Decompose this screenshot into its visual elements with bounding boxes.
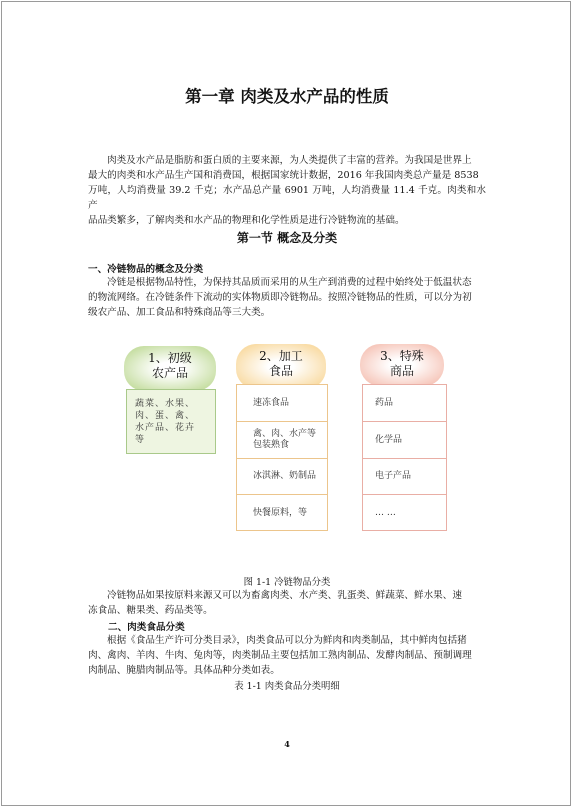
paragraph-line: 冻食品、糖果类、药品类等。 xyxy=(88,605,213,616)
paragraph-line: 冷链物品如果按原料来源又可以为畜禽肉类、水产类、乳蛋类、鲜蔬菜、鲜水果、速 xyxy=(107,590,462,601)
paragraph-line: 根据《食品生产许可分类目录》，肉类食品可以分为鲜肉和肉类制品，其中鲜肉包括猪 xyxy=(107,635,467,646)
intro-paragraph xyxy=(88,153,486,228)
category-title-line: 1、初级 xyxy=(148,351,192,365)
intro-line: 品品类繁多，了解肉类和水产品的物理和化学性质是进行冷链物流的基础。 xyxy=(88,215,405,226)
intro-line: 最大的肉类和水产品生产国和消费国，根据国家统计数据，2016 年我国肉类总产量是 8538 xyxy=(88,170,479,181)
category-item: 快餐原料，等 xyxy=(253,507,308,518)
category-processed-food-header xyxy=(236,344,326,389)
paragraph-line: 冷链是根据物品特性，为保持其品质而采用的从生产到消费的过程中始终处于低温状态 xyxy=(107,277,472,288)
category-items-text: 蔬菜、水果、 肉、蛋、禽、 水产品、花卉 等 xyxy=(135,399,196,445)
heading-meat-classification: 二、肉类食品分类 xyxy=(108,622,185,633)
category-title-line: 2、加工 xyxy=(259,349,303,363)
category-item: 冰淇淋、奶制品 xyxy=(237,459,327,495)
intro-line: 肉类及水产品是脂肪和蛋白质的主要来源，为人类提供了丰富的营养。为我国是世界上 xyxy=(107,155,472,166)
category-item: 速冻食品 xyxy=(237,385,327,422)
category-item: 电子产品 xyxy=(363,459,446,495)
category-item: 化学品 xyxy=(363,422,446,459)
category-special-goods-header xyxy=(360,344,444,386)
cold-chain-paragraph xyxy=(88,275,486,320)
heading-cold-chain: 一、冷链物品的概念及分类 xyxy=(88,264,204,275)
paragraph-line: 肉、禽肉、羊肉、牛肉、兔肉等，肉类制品主要包括加工熟肉制品、发酵肉制品、预制调理 xyxy=(88,650,472,661)
category-processed-food-box xyxy=(236,384,328,531)
page-number: 4 xyxy=(284,739,290,749)
category-primary-agri-header xyxy=(124,346,216,391)
paragraph-line: 的物流网络。在冷链条件下流动的实体物质即冷链物品。按照冷链物品的性质，可以分为初 xyxy=(88,292,472,303)
chapter-title: 第一章 肉类及水产品的性质 xyxy=(185,87,389,106)
meat-paragraph xyxy=(88,633,486,678)
category-title-line: 商品 xyxy=(389,364,414,378)
category-item: 禽、肉、水产等包装熟食 xyxy=(237,422,327,459)
category-item: … … xyxy=(375,507,396,518)
category-title-line: 农产品 xyxy=(151,366,188,380)
intro-line: 万吨，人均消费量 39.2 千克；水产品总产量 6901 万吨，人均消费量 11.4 千克。肉类和水产 xyxy=(88,185,486,211)
table-caption: 表 1-1 肉类食品分类明细 xyxy=(234,681,340,692)
figure-caption: 图 1-1 冷链物品分类 xyxy=(243,577,331,588)
paragraph-line: 肉制品、腌腊肉制品等。具体品种分类如表。 xyxy=(88,665,280,676)
category-item: 药品 xyxy=(363,385,446,422)
category-primary-agri-box xyxy=(126,389,216,454)
category-special-goods-box xyxy=(362,384,447,531)
paragraph-line: 级农产品、加工食品和特殊商品等三大类。 xyxy=(88,307,271,318)
category-title-line: 3、特殊 xyxy=(380,349,424,363)
section-title: 第一节 概念及分类 xyxy=(236,231,338,245)
source-paragraph xyxy=(88,588,486,618)
category-title-line: 食品 xyxy=(268,364,293,378)
